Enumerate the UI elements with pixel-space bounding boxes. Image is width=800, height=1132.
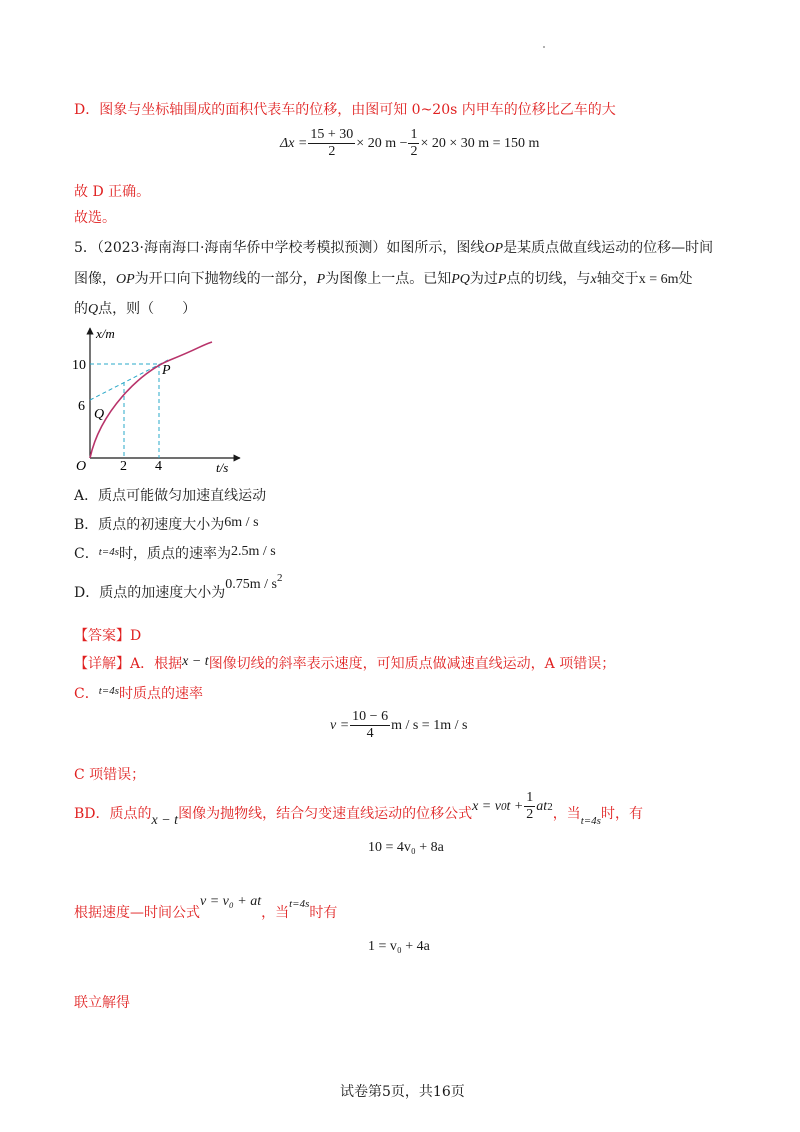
- page-footer: 试卷第5页，共16页: [340, 1084, 465, 1100]
- detail-a: 【详解】A．根据x − t图像切线的斜率表示速度，可知质点做减速直线运动，A 项错误；: [74, 654, 616, 672]
- option-d-explanation: D．图象与坐标轴围成的面积代表车的位移，由图可知 0~20s 内甲车的位移比乙车的大: [74, 102, 616, 118]
- x-tick-2: 2: [120, 459, 127, 472]
- origin-label: O: [76, 459, 87, 472]
- equation-velocity: v = $\frac{10 - 6}{4}$ m / s = 1m / s: [330, 709, 468, 741]
- d-correct: 故 D 正确。: [74, 184, 151, 200]
- curve-op: [90, 342, 212, 458]
- eq-lhs: Δx =: [280, 135, 308, 151]
- option-d: D．质点的加速度大小为$0.75m / s^2$: [74, 572, 283, 601]
- y-tick-6: 6: [78, 399, 85, 414]
- velocity-formula-line: 根据速度—时间公式v = v₀ + at，当$^{t=4s}$时有: [74, 894, 338, 921]
- equation-1: 1 = v₀ + 4a: [368, 939, 430, 954]
- y-axis-label: x/m: [96, 326, 115, 341]
- option-a: A．质点可能做匀加速直线运动: [74, 488, 267, 504]
- answer-label: 【答案】D: [74, 628, 142, 644]
- option-b: B．质点的初速度大小为6m / s: [74, 515, 259, 533]
- choose-line: 故选。: [74, 210, 116, 226]
- detail-bd: BD．质点的 x − t 图像为抛物线，结合匀变速直线运动的位移公式 x = v 0 t + $\frac{1}{2}$ at 2 ，当 t=4s 时，有: [74, 790, 643, 828]
- equation-displacement: [280, 127, 539, 160]
- c-wrong: C 项错误；: [74, 767, 146, 783]
- eq-mid: × 20 m −: [356, 135, 408, 151]
- fraction-1: $\frac{15 + 30}{2}$: [310, 127, 354, 159]
- x-tick-4: 4: [155, 459, 162, 472]
- equation-10: 10 = 4v₀ + 8a: [368, 840, 444, 855]
- q5-line2: 图像，OP为开口向下抛物线的一部分，P为图像上一点。已知PQ为过P点的切线，与x轴交于x = 6m处: [74, 271, 693, 287]
- position-time-graph: [70, 322, 250, 472]
- y-tick-10: 10: [72, 358, 86, 373]
- q5-line1: 5．（2023·海南海口·海南华侨中学校考模拟预测）如图所示，图线OP是某质点做直线运动的位移—时间: [74, 240, 714, 256]
- eq-rest: × 20 × 30 m = 150 m: [420, 135, 540, 151]
- point-q-label: Q: [94, 407, 105, 422]
- corner-dot: [543, 46, 545, 48]
- q5-line3: 的Q点，则（ ）: [74, 301, 197, 317]
- option-c: C．$^{t=4s}$时，质点的速率为2.5m / s: [74, 544, 276, 562]
- point-p-label: P: [162, 363, 171, 378]
- fraction-2: $\frac{1}{2}$: [410, 127, 418, 159]
- detail-c: C．$^{t=4s}$时质点的速率: [74, 685, 203, 702]
- solve-line: 联立解得: [74, 995, 130, 1011]
- x-axis-label: t/s: [216, 460, 229, 472]
